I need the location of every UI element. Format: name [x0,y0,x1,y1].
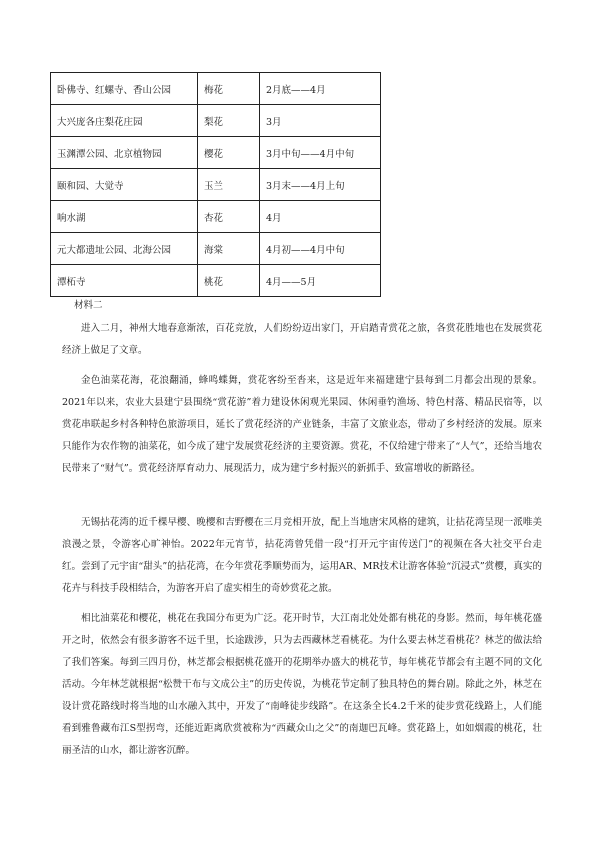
flower-viewing-table [50,72,381,297]
table-cell-time: 3月中旬——4月中旬 [260,137,381,169]
table-cell-place: 卧佛寺、红螺寺、香山公园 [51,73,198,105]
table-cell-flower: 玉兰 [198,169,260,201]
table-row [51,265,381,297]
table-cell-place: 元大都遗址公园、北海公园 [51,233,198,265]
table-cell-time: 2月底——4月 [260,73,381,105]
table-cell-time: 3月 [260,105,381,137]
table-row [51,105,381,137]
table-cell-place: 玉渊潭公园、北京植物园 [51,137,198,169]
table-row [51,233,381,265]
table-cell-place: 响水湖 [51,201,198,233]
table-cell-flower: 桃花 [198,265,260,297]
table-cell-time: 4月 [260,201,381,233]
table-cell-flower: 杏花 [198,201,260,233]
paragraph-intro: 进入二月，神州大地春意渐浓，百花竞放，人们纷纷迈出家门，开启踏青赏花之旅，各赏花胜地也在发展赏花经济上做足了文章。 [62,323,542,356]
table-cell-flower: 梅花 [198,73,260,105]
table-cell-time: 4月——5月 [260,265,381,297]
paragraph-nyingchi: 相比油菜花和樱花，桃花在我国分布更为广泛。花开时节，大江南北处处都有桃花的身影。然而，每年桃花盛开之时，依然会有很多游客不远千里，长途跋涉，只为去西藏林芝看桃花。为什么要去林芝看桃花？林芝的做法给了我们答案。每到三四月份，林芝都会根据桃花盛开的花期举办盛大的桃花节，每年桃花节都会有主题不同的文化活动。今年林芝就根据“松赞干布与文成公主”的历史传说，为桃花节定制了独具特色的舞台剧。除此之外，林芝在设计赏花路线时将当地的山水融入其中，开发了“南峰徒步线路”。在这条全长4.2千米的徒步赏花线路上，人们能看到雅鲁藏布江S型拐弯，还能近距离欣赏被称为“西藏众山之父”的南迦巴瓦峰。赏花路上，如如烟霞的桃花，壮丽圣洁的山水，都让游客沉醉。 [62,613,542,756]
paragraph-jianning: 金色油菜花海，花浪翻涌，蜂鸣蝶舞，赏花客纷至沓来，这是近年来福建建宁县每到二月都会出现的景象。2021年以来，农业大县建宁县围绕“赏花游”着力建设休闲观光果园、休闲垂钓渔场、特色村落、精品民宿等，以赏花串联起乡村各种特色旅游项目，延长了赏花经济的产业链条，丰富了文旅业态，带动了乡村经济的发展。原来只能作为农作物的油菜花，如今成了建宁发展赏花经济的主要资源。赏花，不仅给建宁带来了“人气”，还给当地农民带来了“财气”。赏花经济厚育动力、展现活力，成为建宁乡村振兴的新抓手、致富增收的新路径。 [62,375,542,474]
table-cell-flower: 海棠 [198,233,260,265]
paragraph-wuxi: 无锡拈花湾的近千棵早樱、晚樱和吉野樱在三月竞相开放，配上当地唐宋风格的建筑，让拈花湾呈现一派唯美浪漫之景，令游客心旷神怡。2022年元宵节，拈花湾曾凭借一段“打开元宇宙传送门”的视频在各大社交平台走红。尝到了元宇宙“甜头”的拈花湾，在今年赏花季顺势而为，运用AR、MR技术让游客体验“沉浸式”赏樱，真实的花卉与科技手段相结合，为游客开启了虚实相生的奇妙赏花之旅。 [62,517,542,594]
table-row [51,73,381,105]
table-cell-flower: 樱花 [198,137,260,169]
table-row [51,137,381,169]
table-cell-flower: 梨花 [198,105,260,137]
table-cell-time: 3月末——4月上旬 [260,169,381,201]
table-cell-time: 4月初——4月中旬 [260,233,381,265]
table-cell-place: 颐和园、大觉寺 [51,169,198,201]
table-row [51,201,381,233]
table-row [51,169,381,201]
table-cell-place: 潭柘寺 [51,265,198,297]
section-label: 材料二 [74,300,103,311]
table-cell-place: 大兴庞各庄梨花庄园 [51,105,198,137]
